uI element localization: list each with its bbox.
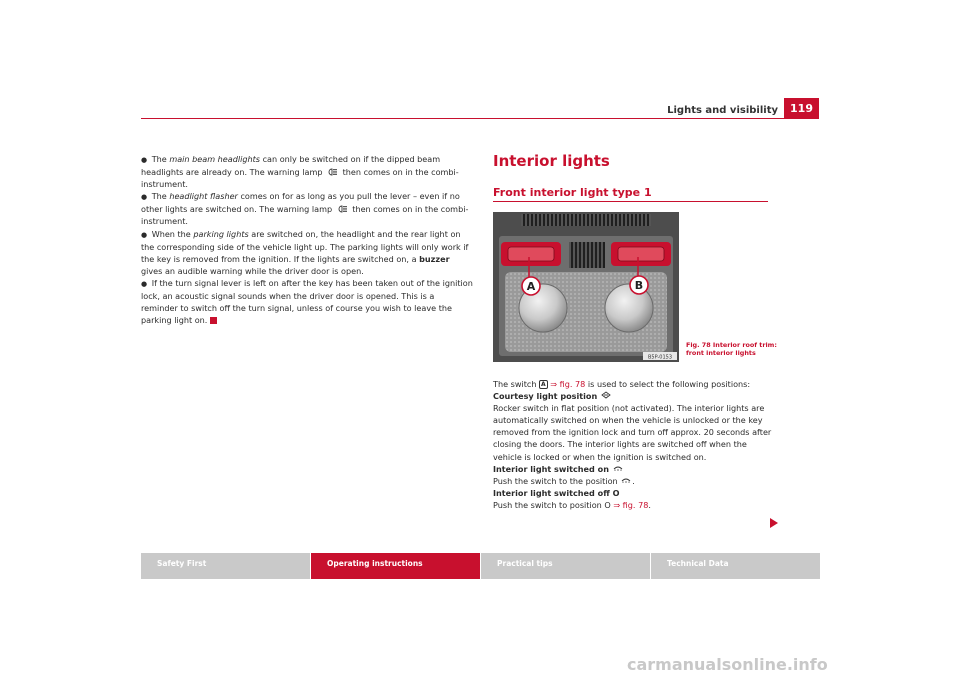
bullet-emphasis: main beam headlights [169,154,261,164]
bullet-bold: buzzer [419,253,450,264]
interior-light-on-body: Push the switch to the position . [493,475,635,486]
bullet-text: can only be switched on if the dipped beam headlights are already on. The warning lamp [141,154,441,178]
footer-tab-safety-first[interactable]: Safety First [141,553,310,579]
bullet-text: The [151,191,170,202]
bullet-emphasis: headlight flasher [169,191,238,202]
bullet-icon: ● [141,156,148,164]
bullet-emphasis: parking lights [193,228,249,239]
figure-label-b: B [634,279,644,292]
figure-code: B5P-0153 [647,354,673,361]
bullet-text: If the turn signal lever is left on after the key has been taken out of the ignition lock, an acoustic signal sounds when the driver door is opened. This is a reminder to switch off the turn signal, unless of course you wish to leave the parking light on. [141,277,473,326]
footer-tab-operating-instructions[interactable]: Operating instructions [311,553,480,579]
left-column [141,153,473,326]
switch-a-key: A [541,381,546,388]
item-title: Courtesy light position [493,391,598,402]
bullet-parking-lights [141,228,473,277]
courtesy-light-icon [600,391,612,399]
item-title: Interior light switched on [493,463,609,474]
figure-caption: Fig. 78 Interior roof trim: front interior lights [686,341,777,357]
courtesy-light-body: Rocker switch in flat position (not activated). The interior lights are automatically switched on when the vehicle is unlocked or the key removed from the ignition lock and turn off approx. 20 seconds after closing the doors. The interior lights are switched off when the vehicle is locked or when the ignition is switched on. [493,403,772,462]
footer-nav [141,553,820,579]
intro-paragraph [493,378,773,390]
section-end-icon [210,317,217,324]
bullet-text: gives an audible warning while the driver door is open. [141,265,364,276]
bullet-icon: ● [141,279,148,288]
bullet-text: comes on for as long as you pull the lever – even if no other lights are switched on. The warning lamp [141,191,460,215]
item-body: Push the switch to the position [493,475,618,486]
footer-tab-practical-tips[interactable]: Practical tips [481,553,650,579]
item-body: . [648,499,651,510]
main-beam-lamp-icon [337,205,348,213]
section-title: Lights and visibility [667,105,778,116]
bullet-text: are switched on, the headlight and the rear light on the corresponding side of the vehicle light up. The parking lights will only work if the key is removed from the ignition. If the lights are switched on, a [141,228,469,264]
figure-label-a: A [526,280,536,293]
bullet-text: When the [151,228,194,239]
interior-light-on-icon [612,464,624,472]
intro-text: is used to select the following positions: [585,379,751,389]
intro-text: The switch [493,379,540,389]
bullet-icon: ● [141,193,148,202]
bullet-text: then comes on in the combi-instrument. [141,167,459,190]
item-body: Push the switch to position O [493,499,614,510]
bullet-headlight-flasher [141,190,473,227]
interior-light-off-body [493,499,773,511]
figure-interior-light [493,212,679,362]
next-page-arrow-icon[interactable] [770,518,778,528]
fig-78-link[interactable]: ⇒ fig. 78 [550,379,586,389]
header-rule [141,118,819,119]
heading-interior-lights: Interior lights [493,152,610,170]
interior-light-on-title [493,463,773,475]
bullet-main-beam [141,153,473,190]
courtesy-light-title [493,390,773,402]
bullet-icon: ● [141,230,148,239]
bullet-turn-signal [141,277,473,326]
page-number: 119 [784,98,819,119]
bullet-text: The [151,154,170,164]
bullet-text: then comes on in the combi-instrument. [141,204,469,227]
interior-light-off-title: Interior light switched off O [493,487,620,498]
watermark: carmanualsonline.info [627,655,828,674]
right-column [493,378,773,511]
subheading-rule [493,201,768,202]
interior-light-illustration [493,212,679,362]
footer-tab-technical-data[interactable]: Technical Data [651,553,820,579]
subheading-front-interior-light: Front interior light type 1 [493,186,652,199]
fig-78-link[interactable]: ⇒ fig. 78 [613,499,649,510]
main-beam-lamp-icon [327,168,338,176]
interior-light-on-icon [620,476,632,484]
